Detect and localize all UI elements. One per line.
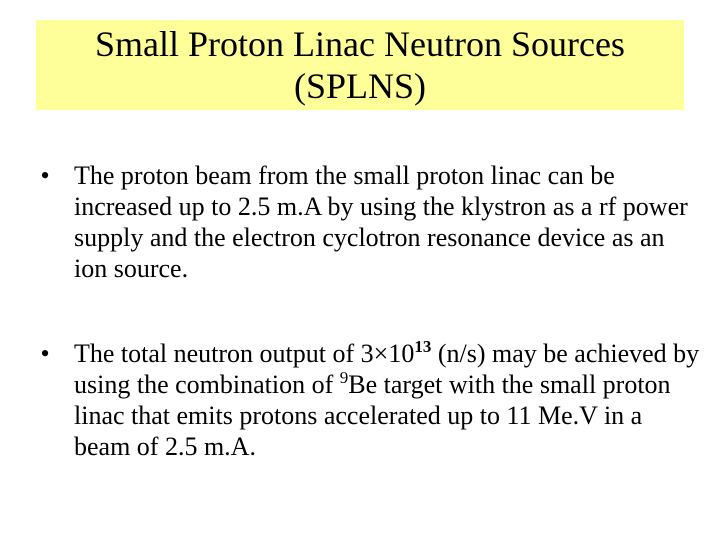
bullet-item-neutron-output bbox=[30, 338, 700, 462]
slide-title-line-1: Small Proton Linac Neutron Sources bbox=[95, 24, 625, 64]
slide-title-line-2: (SPLNS) bbox=[293, 66, 427, 106]
bullet-list bbox=[30, 160, 700, 462]
bullet-text-part-2: (n/s) may be achieved by using the combination of bbox=[74, 339, 700, 399]
bullet-text-part-3: Be target with the small proton linac that emits protons accelerated up to 11 Me.V in a beam of 2.5 m.A. bbox=[74, 370, 671, 461]
bullet-icon: • bbox=[40, 161, 50, 190]
bullet-item-beam-current bbox=[30, 160, 700, 284]
slide-title bbox=[36, 23, 684, 107]
isotope-mass-superscript: 9 bbox=[339, 368, 349, 387]
bullet-icon: • bbox=[40, 339, 50, 368]
bullet-text-part-1: The total neutron output of 3×10 bbox=[74, 339, 415, 368]
exponent-superscript: 13 bbox=[414, 337, 432, 356]
bullet-text: The proton beam from the small proton linac can be increased up to 2.5 m.A by using the klystron as a rf power supply and the electron cyclotron resonance device as an ion source. bbox=[74, 161, 688, 283]
